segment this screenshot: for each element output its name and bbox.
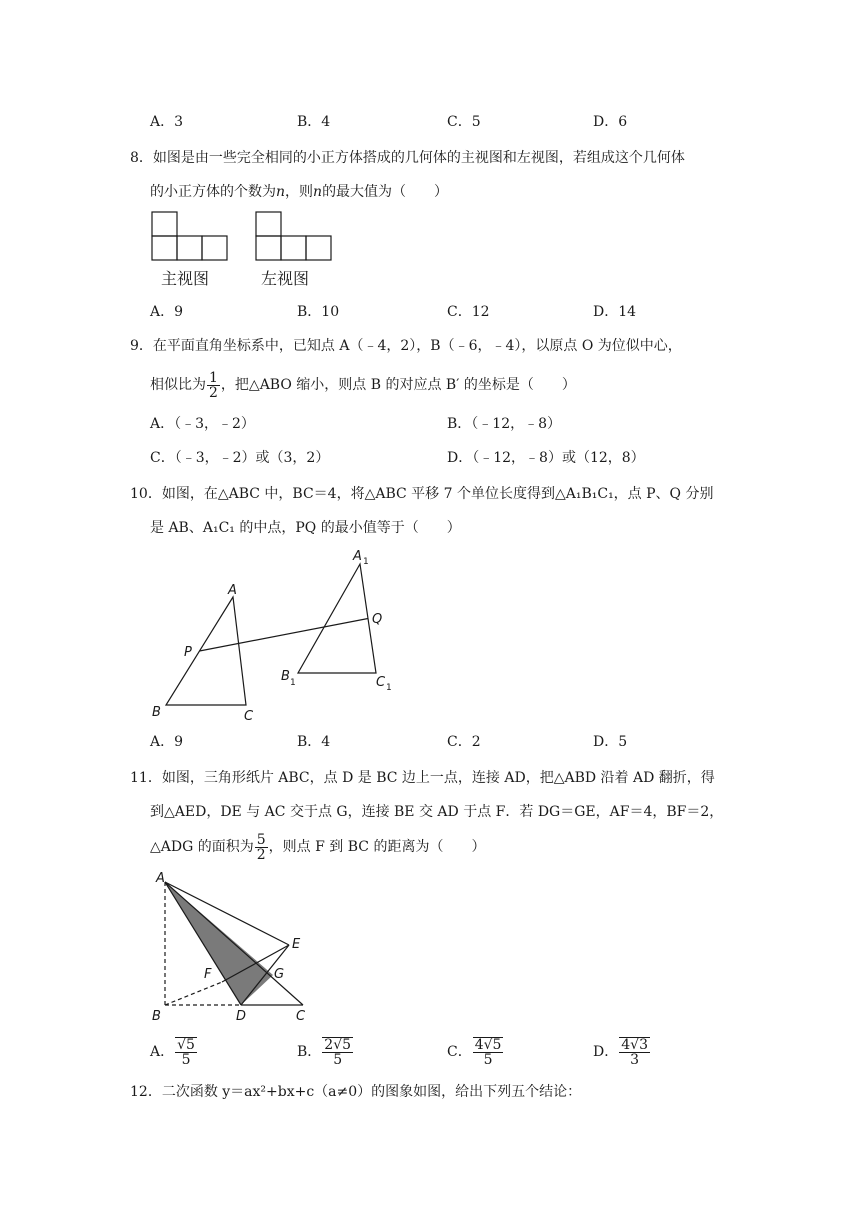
q11-area-fraction: $\frac{5}{2}$ — [256, 831, 266, 863]
q10-stem-line2: 是 AB、A₁C₁ 的中点，PQ 的最小值等于（ ） — [150, 520, 461, 536]
q8-option-d: D．14 — [593, 304, 637, 320]
segment-pq — [200, 619, 369, 652]
left-view-label: 左视图 — [261, 269, 310, 288]
q8-option-c: C．12 — [447, 304, 490, 320]
q11-figure — [140, 868, 330, 1028]
q11-option-c: C． $\frac{4√5}{5}$ — [447, 1037, 502, 1068]
label-f: F — [204, 967, 212, 982]
segment-bf-dashed — [165, 982, 222, 1005]
q10-option-b: B．4 — [297, 734, 331, 750]
q7-option-d: D．6 — [593, 114, 628, 130]
q8-views-figure — [150, 210, 340, 266]
q11-stem-line2: 到△AED，DE 与 AC 交于点 G，连接 BE 交 AD 于点 F．若 DG＝GE，AF＝4，BF＝2， — [150, 804, 724, 820]
q9-option-c: C．（﹣3，﹣2）或（3，2） — [150, 450, 330, 466]
label-b1: B — [281, 669, 290, 684]
q7-option-b: B．4 — [297, 114, 331, 130]
front-view-shape — [152, 212, 227, 260]
q11-stem-line1: 11．如图，三角形纸片 ABC，点 D 是 BC 边上一点，连接 AD，把△ABD 沿着 AD 翻折，得 — [130, 770, 715, 786]
q8-option-a: A．9 — [150, 304, 184, 320]
label-e: E — [292, 937, 301, 952]
label-p: P — [184, 645, 192, 660]
q10-option-a: A．9 — [150, 734, 184, 750]
q10-option-d: D．5 — [593, 734, 628, 750]
q9-option-a: A．（﹣3，﹣2） — [150, 416, 255, 432]
q7-option-a: A．3 — [150, 114, 184, 130]
label-b: B — [152, 1009, 161, 1024]
label-a: A — [228, 583, 237, 598]
triangle-a1b1c1 — [298, 564, 376, 673]
label-c: C — [296, 1009, 306, 1024]
label-b1-sub: 1 — [290, 678, 296, 688]
label-g: G — [274, 967, 285, 982]
label-c1: C — [376, 675, 386, 690]
q7-option-c: C．5 — [447, 114, 481, 130]
q10-figure — [140, 540, 410, 725]
label-a1: A — [353, 549, 362, 564]
label-c1-sub: 1 — [386, 683, 392, 693]
label-b: B — [152, 705, 161, 720]
q8-option-b: B．10 — [297, 304, 340, 320]
q11-option-a: A． $\frac{√5}{5}$ — [150, 1037, 195, 1068]
label-d: D — [236, 1009, 247, 1024]
label-c: C — [244, 709, 254, 724]
q10-stem-line1: 10．如图，在△ABC 中，BC＝4，将△ABC 平移 7 个单位长度得到△A₁B₁C₁，点 P、Q 分别 — [130, 486, 714, 502]
q12-stem-line1: 12．二次函数 y＝ax²+bx+c（a≠0）的图象如图，给出下列五个结论： — [130, 1084, 582, 1100]
front-view-label: 主视图 — [161, 269, 210, 288]
q11-option-d: D． $\frac{4√3}{3}$ — [593, 1037, 648, 1068]
q9-option-d: D．（﹣12，﹣8）或（12，8） — [447, 450, 645, 466]
q10-option-c: C．2 — [447, 734, 481, 750]
q9-stem-line2: 相似比为 $\frac{1}{2}$ ，把△ABO 缩小，则点 B 的对应点 B′ 的坐标是（ ） — [150, 369, 576, 401]
q8-stem-line1: 8．如图是由一些完全相同的小正方体搭成的几何体的主视图和左视图，若组成这个几何体 — [130, 150, 685, 166]
label-a: A — [156, 871, 165, 886]
q9-option-b: B．（﹣12，﹣8） — [447, 416, 562, 432]
triangle-abc — [166, 597, 246, 705]
q8-stem-line2: 的小正方体的个数为n，则n的最大值为（ ） — [150, 184, 449, 200]
label-q: Q — [372, 612, 383, 627]
shaded-triangle-adg — [165, 882, 273, 1005]
left-view-shape — [256, 212, 331, 260]
label-a1-sub: 1 — [363, 557, 369, 567]
q11-stem-line3: △ADG 的面积为 $\frac{5}{2}$ ，则点 F 到 BC 的距离为（ ） — [150, 831, 486, 863]
q9-stem-line1: 9．在平面直角坐标系中，已知点 A（﹣4，2），B（﹣6，﹣4），以原点 O 为位似中心， — [130, 338, 682, 354]
q9-ratio-fraction: $\frac{1}{2}$ — [209, 369, 218, 401]
q11-option-b: B． $\frac{2√5}{5}$ — [297, 1037, 352, 1068]
